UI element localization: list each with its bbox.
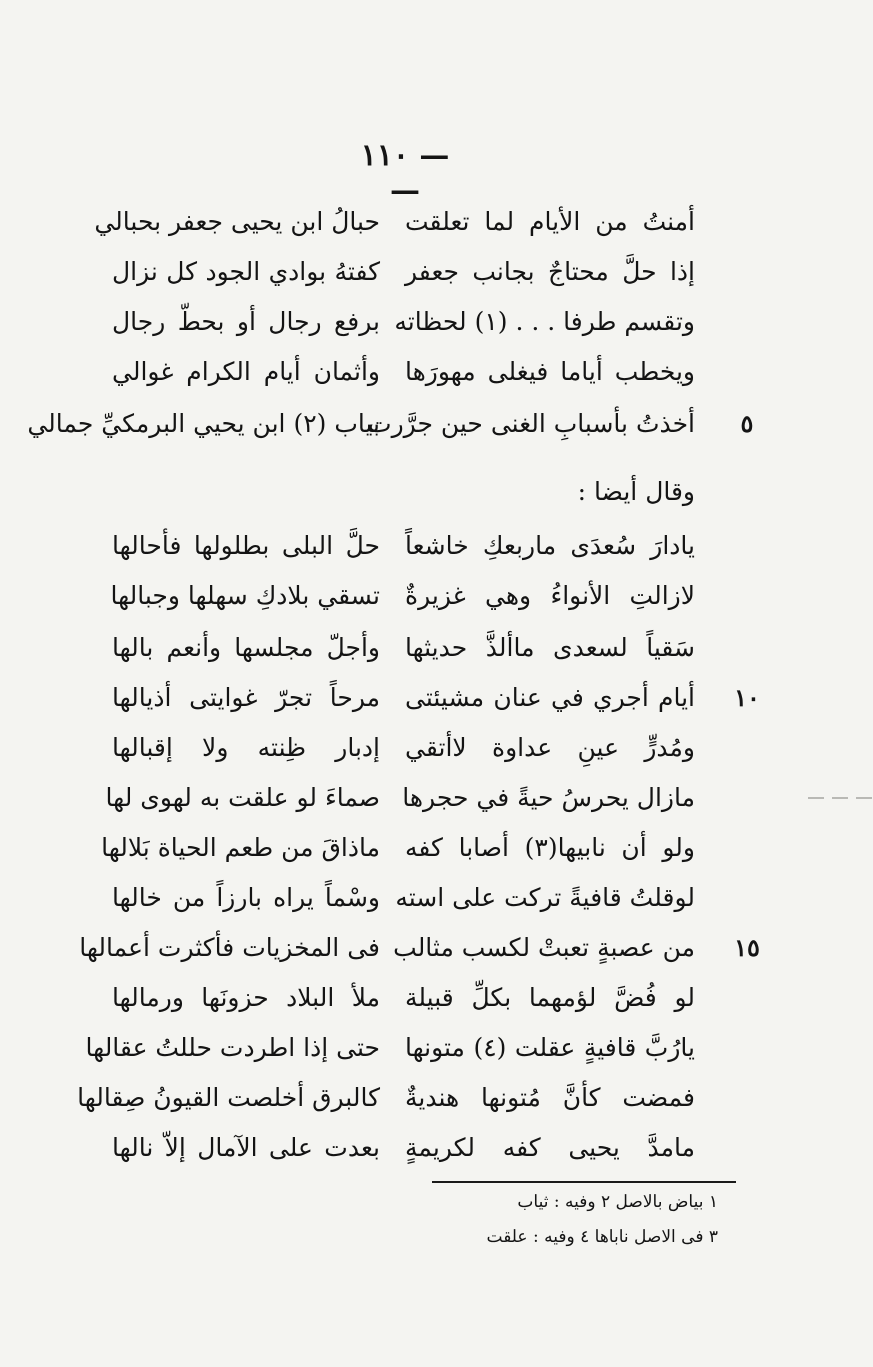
first-hemistich: لو فُضَّ لؤمهما بكلِّ قبيلة xyxy=(405,983,695,1012)
first-hemistich: لوقلتُ قافيةً تركت على استه xyxy=(395,883,695,912)
verse-row xyxy=(0,722,873,774)
verse-row xyxy=(0,972,873,1024)
second-hemistich: وسْماً يراه بارزاً من خالها xyxy=(112,883,380,912)
second-hemistich: حلَّ البلى بطلولها فأحالها xyxy=(112,531,380,560)
verse-row xyxy=(0,1122,873,1174)
verse-number: ١٥ xyxy=(734,933,760,962)
verse-row xyxy=(0,672,873,724)
first-hemistich: ولو أن نابيها(٣) أصابا كفه xyxy=(405,833,695,862)
footnote-line: ٣ فى الاصل نابا‌ها ٤ وفيه : علقت xyxy=(486,1227,718,1247)
second-hemistich: إدبار ظِنته ولا إقبالها xyxy=(112,733,380,762)
first-hemistich: إذا حلَّ محتاجٌ بجانب جعفر xyxy=(405,257,695,286)
verse-row xyxy=(0,246,873,298)
first-hemistich: من عصبةٍ تعبتْ لكسب مثالب xyxy=(393,933,695,962)
second-hemistich: صماءَ لو علقت به لهوى لها xyxy=(105,783,380,812)
verse-row xyxy=(0,398,873,450)
verse-row xyxy=(0,622,873,674)
first-hemistich: أيام أجري في عنان مشيئتى xyxy=(405,683,695,712)
margin-mark xyxy=(808,797,873,799)
verse-row xyxy=(0,520,873,572)
second-hemistich: بياب (٢) ابن يحيي البرمكيِّ جمالي xyxy=(27,409,380,438)
verse-number: ١٠ xyxy=(734,683,760,712)
footnote-line: ١ بياض بالاصل ٢ وفيه : ثياب xyxy=(517,1192,718,1212)
second-hemistich: وأثمان أيام الكرام غوالي xyxy=(112,357,380,386)
first-hemistich: ويخطب أياما فيغلى مهورَها xyxy=(405,357,695,386)
first-hemistich: فمضت كأنَّ مُتونها هنديةٌ xyxy=(405,1083,695,1112)
verse-row xyxy=(0,1022,873,1074)
second-hemistich: برفع رجال أو بحطّ رجال xyxy=(112,307,380,336)
verse-row xyxy=(0,196,873,248)
second-hemistich: حتى إذا اطردت حللتُ عقالها xyxy=(85,1033,380,1062)
first-hemistich: أخذتُ بأسبابِ الغنى حين جرَّرت xyxy=(368,409,695,438)
verse-number: ٥ xyxy=(740,409,754,438)
second-hemistich: وأجلّ مجلسها وأنعم بالها xyxy=(112,633,380,662)
verse-row xyxy=(0,772,873,824)
second-hemistich: ماذاقَ من طعم الحياة بَلالها xyxy=(101,833,380,862)
first-hemistich: ومُدرٍّ عينِ عداوة لاأتقي xyxy=(405,733,695,762)
second-hemistich: تسقي بلادكِ سهلها وجبالها xyxy=(110,581,380,610)
first-hemistich: مامدَّ يحيى كفه لكريمةٍ xyxy=(405,1133,695,1162)
first-hemistich: وتقسم طرفا . . . (١) لحظاته xyxy=(394,307,695,336)
page-number: — ١١٠ — xyxy=(360,138,450,208)
verse-row xyxy=(0,296,873,348)
verse-row xyxy=(0,922,873,974)
verse-row xyxy=(0,346,873,398)
verse-row xyxy=(0,872,873,924)
footnote-divider xyxy=(432,1181,736,1183)
second-hemistich: مرحاً تجرّ غوايتى أذيالها xyxy=(112,683,380,712)
first-hemistich: أمنتُ من الأيام لما تعلقت xyxy=(405,207,695,236)
verse-row xyxy=(0,1072,873,1124)
verse-row xyxy=(0,822,873,874)
first-hemistich: يارُبَّ قافيةٍ عقلت (٤) متونها xyxy=(405,1033,695,1062)
second-hemistich: فى المخزيات فأكثرت أعمالها xyxy=(79,933,380,962)
second-hemistich: كالبرق أخلصت القيونُ صِقالها xyxy=(77,1083,380,1112)
verse-row xyxy=(0,570,873,622)
first-hemistich: لازالتِ الأنواءُ وهي غزيرةٌ xyxy=(405,581,695,610)
second-hemistich: بعدت على الآمال إلاّ نالها xyxy=(112,1133,380,1162)
section-heading: وقال أيضا : xyxy=(577,477,695,506)
second-hemistich: ملأ البلاد حزونَها ورمالها xyxy=(112,983,380,1012)
first-hemistich: مازال يحرسُ حيةً في حجرها xyxy=(402,783,695,812)
first-hemistich: يادارَ سُعدَى ماربعكِ خاشعاً xyxy=(405,531,695,560)
first-hemistich: سَقياً لسعدى ماألذَّ حديثها xyxy=(405,633,695,662)
second-hemistich: حبالُ ابن يحيى جعفر بحبالي xyxy=(94,207,380,236)
second-hemistich: كفتهُ بوادي الجود كل نزال xyxy=(112,257,380,286)
